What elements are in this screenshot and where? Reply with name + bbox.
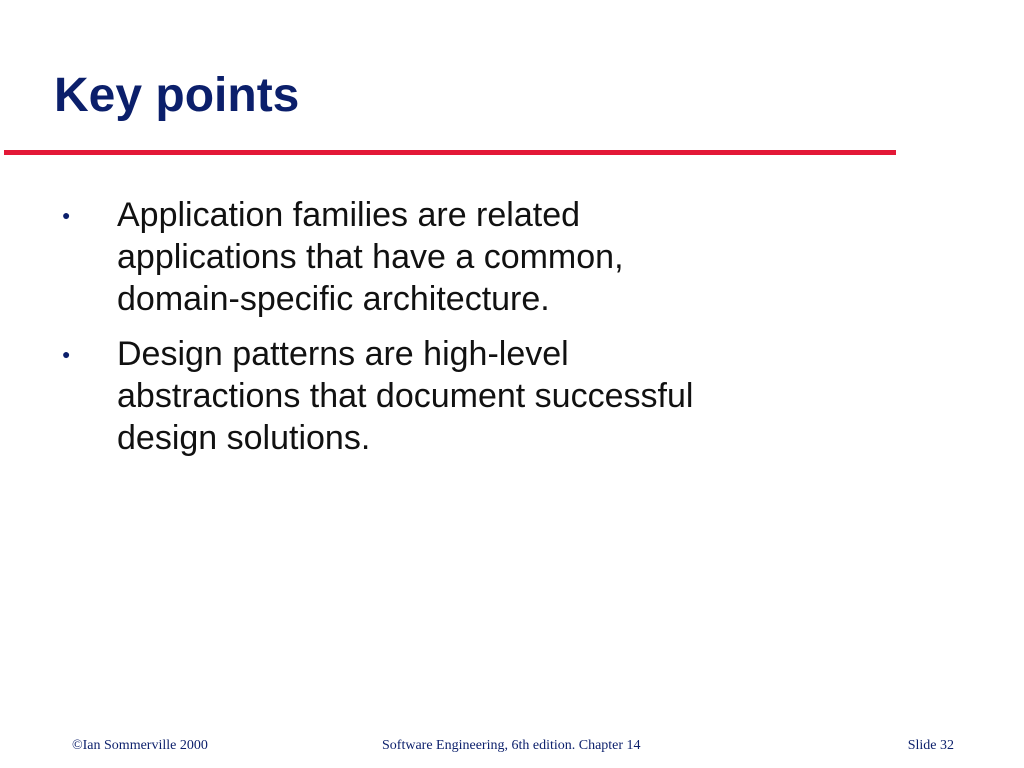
bullet-dot-icon: ● (62, 346, 71, 362)
slide-title: Key points (54, 69, 300, 122)
footer-slide-number: Slide 32 (907, 738, 954, 753)
bullet-dot-icon: ● (62, 207, 71, 223)
title-divider (4, 150, 896, 155)
bullet-item (60, 194, 820, 320)
footer-copyright: ©Ian Sommerville 2000 (72, 738, 208, 753)
bullet-item (60, 333, 820, 459)
footer-book-title: Software Engineering, 6th edition. Chapter 14 (382, 738, 641, 753)
bullet-list (60, 194, 820, 472)
bullet-line: applications that have a common, (117, 238, 624, 276)
bullet-line: design solutions. (117, 419, 371, 457)
bullet-line: abstractions that document successful (117, 377, 694, 415)
bullet-line: Design patterns are high-level (117, 335, 569, 373)
bullet-line: Application families are related (117, 196, 581, 234)
bullet-text (117, 333, 693, 459)
bullet-text (117, 194, 624, 320)
bullet-line: domain-specific architecture. (117, 280, 550, 318)
